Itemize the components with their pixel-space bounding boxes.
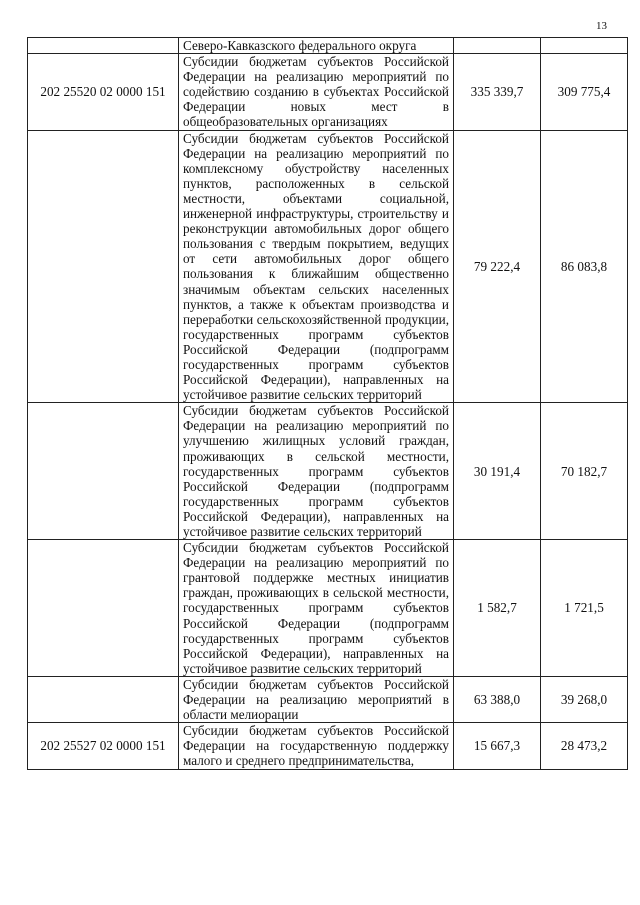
budget-code-cell (28, 676, 179, 722)
value-year2-cell: 309 775,4 (541, 54, 628, 130)
description-cell: Субсидии бюджетам субъектов Российской Федерации на реализацию мероприятий по грантовой поддержке местных инициатив граждан, проживающих в сельской местности, государственных программ субъектов Российской Федерации (подпрограмм государственных программ субъектов Российской Федерации), направленных на устойчивое развитие сельских территорий (179, 540, 454, 677)
value-year2-cell: 70 182,7 (541, 403, 628, 540)
description-cell: Северо-Кавказского федерального округа (179, 38, 454, 54)
description-cell: Субсидии бюджетам субъектов Российской Федерации на реализацию мероприятий по содействию созданию в субъектах Российской Федерации новых мест в общеобразовательных организациях (179, 54, 454, 130)
value-year2-cell: 1 721,5 (541, 540, 628, 677)
table-row (28, 403, 628, 540)
value-year1-cell: 63 388,0 (454, 676, 541, 722)
table-row (28, 38, 628, 54)
budget-code-cell (28, 540, 179, 677)
table-row (28, 130, 628, 403)
table-row (28, 54, 628, 130)
budget-code-cell (28, 403, 179, 540)
description-cell: Субсидии бюджетам субъектов Российской Федерации на государственную поддержку малого и среднего предпринимательства, (179, 723, 454, 769)
value-year1-cell: 79 222,4 (454, 130, 541, 403)
budget-code-cell: 202 25520 02 0000 151 (28, 54, 179, 130)
table-row (28, 723, 628, 769)
value-year2-cell: 28 473,2 (541, 723, 628, 769)
value-year1-cell: 30 191,4 (454, 403, 541, 540)
value-year2-cell: 39 268,0 (541, 676, 628, 722)
value-year2-cell (541, 38, 628, 54)
description-cell: Субсидии бюджетам субъектов Российской Федерации на реализацию мероприятий в области мелиорации (179, 676, 454, 722)
value-year2-cell: 86 083,8 (541, 130, 628, 403)
value-year1-cell (454, 38, 541, 54)
value-year1-cell: 15 667,3 (454, 723, 541, 769)
description-cell: Субсидии бюджетам субъектов Российской Федерации на реализацию мероприятий по улучшению жилищных условий граждан, проживающих в сельской местности, государственных программ субъектов Российской Федерации (подпрограмм государственных программ субъектов Российской Федерации), направленных на устойчивое развитие сельских территорий (179, 403, 454, 540)
budget-code-cell (28, 130, 179, 403)
page-number: 13 (596, 20, 607, 32)
description-cell: Субсидии бюджетам субъектов Российской Федерации на реализацию мероприятий по комплексному обустройству населенных пунктов, расположенных в сельской местности, объектами социальной, инженерной инфраструктуры, строительству и реконструкции автомобильных дорог общего пользования с твердым покрытием, ведущих от сети автомобильных дорог общего пользования к ближайшим общественно значимым объектам сельских населенных пунктов, а также к объектам производства и переработки сельскохозяйственной продукции, государственных программ субъектов Российской Федерации (подпрограмм государственных программ субъектов Российской Федерации), направленных на устойчивое развитие сельских территорий (179, 130, 454, 403)
budget-code-cell: 202 25527 02 0000 151 (28, 723, 179, 769)
budget-code-cell (28, 38, 179, 54)
table-row (28, 676, 628, 722)
budget-table (27, 37, 628, 770)
value-year1-cell: 335 339,7 (454, 54, 541, 130)
value-year1-cell: 1 582,7 (454, 540, 541, 677)
table-row (28, 540, 628, 677)
